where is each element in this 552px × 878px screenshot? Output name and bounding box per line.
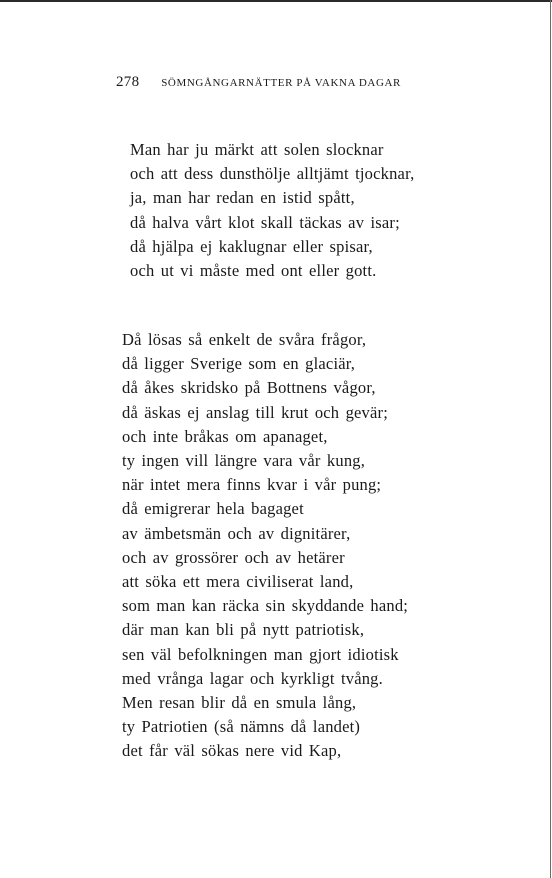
page-edge <box>550 0 551 878</box>
poem-line: då hjälpa ej kaklugnar eller spisar, <box>130 236 373 256</box>
page-number: 278 <box>116 74 140 90</box>
poem-line: Men resan blir då en smula lång, <box>122 693 357 713</box>
poem-line: och inte bråkas om apanaget, <box>122 426 328 446</box>
poem-line: och av grossörer och av hetärer <box>122 547 345 567</box>
poem-line: ty ingen vill längre vara vår kung, <box>122 451 366 471</box>
poem-line: då ligger Sverige som en glaciär, <box>122 354 356 374</box>
poem-line: då äskas ej anslag till krut och gevär; <box>122 402 389 422</box>
running-title: SÖMNGÅNGARNÄTTER PÅ VAKNA DAGAR <box>161 77 401 89</box>
poem-line: och ut vi måste med ont eller gott. <box>130 261 377 281</box>
stanza-1 <box>130 138 414 283</box>
poem-line: Då lösas så enkelt de svåra frågor, <box>122 330 367 349</box>
poem-line: att söka ett mera civiliserat land, <box>122 572 354 592</box>
poem-line: sen väl befolkningen man gjort idiotisk <box>122 644 399 664</box>
poem-line: av ämbetsmän och av dignitärer, <box>122 523 351 543</box>
poem-line: ja, man har redan en istid spått, <box>130 188 355 208</box>
poem-line: då halva vårt klot skall täckas av isar; <box>130 212 400 232</box>
top-border <box>0 0 552 2</box>
page-header <box>116 74 401 91</box>
poem-line: som man kan räcka sin skyddande hand; <box>122 596 409 616</box>
poem-line: då emigrerar hela bagaget <box>122 499 304 519</box>
poem-line: Man har ju märkt att solen slocknar <box>130 140 384 159</box>
poem-line: det får väl sökas nere vid Kap, <box>122 741 342 761</box>
poem-line: där man kan bli på nytt patriotisk, <box>122 620 365 640</box>
poem-line: ty Patriotien (så nämns då landet) <box>122 717 361 737</box>
poem-line: med vrånga lagar och kyrkligt tvång. <box>122 668 383 688</box>
stanza-2 <box>122 328 408 764</box>
poem-line: när intet mera finns kvar i vår pung; <box>122 475 382 495</box>
poem-line: då åkes skridsko på Bottnens vågor, <box>122 378 376 398</box>
poem-line: och att dess dunsthölje alltjämt tjocknar, <box>130 164 415 184</box>
